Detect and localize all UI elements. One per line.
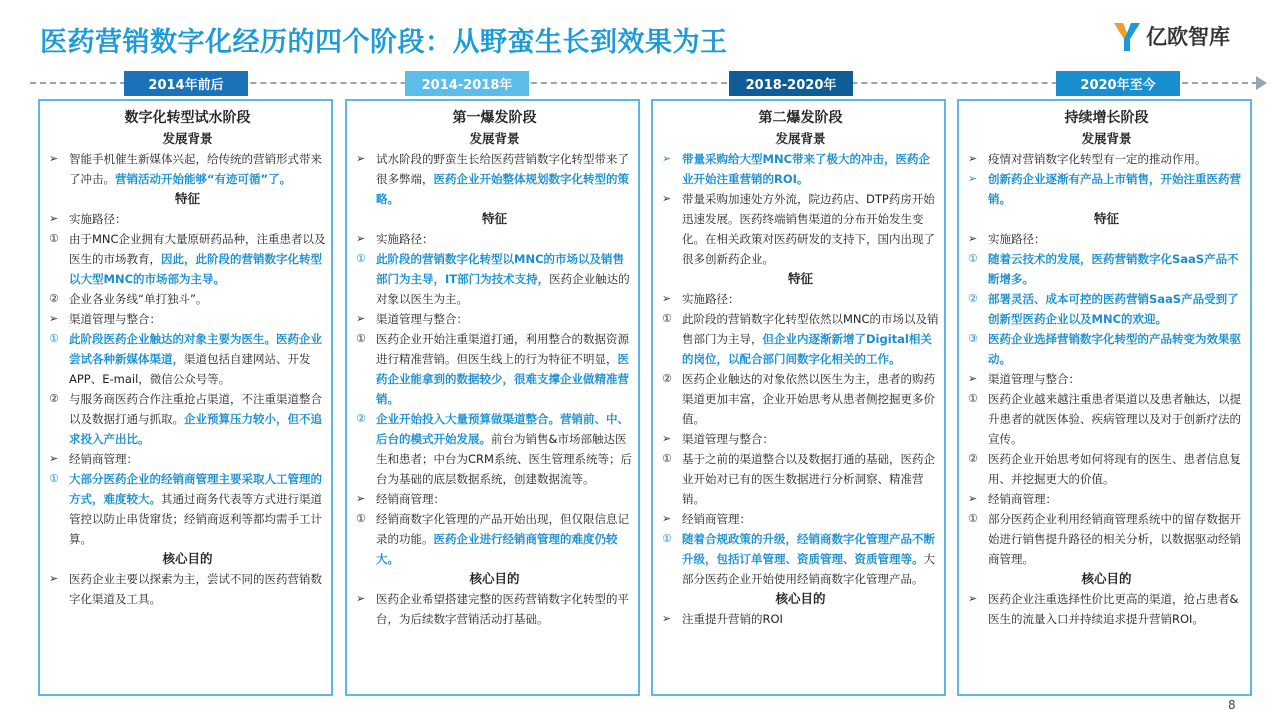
bullet-arrow-icon: ➢	[968, 492, 978, 505]
list-item	[968, 169, 1245, 209]
highlight-text: 医药企业进行经销商管理的难度仍较大。	[376, 532, 618, 566]
list-item	[356, 229, 633, 249]
bullet-arrow-icon: ➢	[49, 212, 59, 225]
item-text	[376, 229, 633, 249]
stage-period-badge: 2014-2018年	[405, 71, 529, 96]
list-item	[662, 289, 939, 309]
highlight-text: 因此，此阶段的营销数字化转型以大型MNC的市场部为主导。	[69, 252, 322, 286]
list-item	[968, 369, 1245, 389]
list-item	[49, 449, 326, 469]
body-text: 实施路径：	[376, 232, 434, 246]
item-text	[988, 249, 1245, 289]
item-number: ①	[968, 252, 978, 265]
highlight-text: 带量采购给大型MNC带来了极大的冲击，医药企业开始注重营销的ROI。	[682, 152, 931, 186]
body-text: 医药企业希望搭建完整的医药营销数字化转型的平台，为后续数字营销活动打基础。	[376, 592, 629, 626]
body-text: 智能手机催生新媒体兴起，给传统的营销形式带来了冲击。	[69, 152, 322, 186]
item-text	[376, 509, 633, 569]
list-item	[968, 249, 1245, 289]
item-text	[988, 449, 1245, 489]
bullet-arrow-icon: ➢	[968, 152, 978, 165]
item-number: ③	[968, 332, 978, 345]
item-text	[376, 249, 633, 309]
item-number: ②	[662, 372, 672, 385]
list-item	[662, 429, 939, 449]
item-text	[988, 369, 1245, 389]
list-item	[49, 209, 326, 229]
page-number: 8	[1228, 698, 1236, 712]
list-item	[662, 509, 939, 529]
list-item	[356, 409, 633, 489]
item-text	[988, 229, 1245, 249]
item-text	[376, 329, 633, 409]
item-number: ①	[662, 312, 672, 325]
list-item	[662, 189, 939, 269]
item-text	[682, 309, 939, 369]
highlight-text: 营销活动开始能够“有迹可循”了。	[115, 172, 292, 186]
highlight-text: 大部分医药企业的经销商管理主要采取人工管理的方式，难度较大。	[69, 472, 322, 506]
item-text	[69, 289, 326, 309]
section-heading: 特征	[174, 191, 200, 206]
stage-title: 数字化转型试水阶段	[124, 110, 251, 126]
bullet-arrow-icon: ➢	[49, 312, 59, 325]
item-text	[69, 209, 326, 229]
list-item	[356, 489, 633, 509]
highlight-text: 企业开始投入大量预算做渠道整合。营销前、中、后台的模式开始发展。	[376, 412, 629, 446]
section-heading: 核心目的	[775, 591, 826, 606]
item-text	[988, 149, 1245, 169]
list-item	[49, 569, 326, 609]
item-text	[376, 489, 633, 509]
section-heading: 核心目的	[1081, 571, 1132, 586]
item-number: ①	[662, 532, 672, 545]
list-item	[662, 309, 939, 369]
list-item	[662, 529, 939, 589]
section-heading: 发展背景	[162, 131, 213, 146]
body-text: 医药企业开始思考如何将现有的医生、患者信息复用、并挖掘更大的价值。	[988, 452, 1241, 486]
item-number: ①	[49, 232, 59, 245]
highlight-text: 此阶段的营销数字化转型以MNC的市场以及销售部门为主导，IT部门为技术支持，	[376, 252, 625, 286]
list-item	[49, 469, 326, 549]
bullet-arrow-icon: ➢	[356, 492, 366, 505]
section-heading: 发展背景	[775, 131, 826, 146]
bullet-arrow-icon: ➢	[662, 152, 672, 165]
bullet-arrow-icon: ➢	[968, 592, 978, 605]
section-heading: 特征	[481, 211, 507, 226]
item-text	[682, 369, 939, 429]
list-item	[968, 589, 1245, 629]
highlight-text: 医药企业能拿到的数据较少，很难支撑企业做精准营销。	[376, 352, 629, 406]
highlight-text: 随着云技术的发展，医药营销数字化SaaS产品不断增多。	[988, 252, 1239, 286]
body-text: 部分医药企业利用经销商管理系统中的留存数据开始进行销售提升路径的相关分析，以数据驱动经销商管理。	[988, 512, 1241, 566]
list-item	[968, 229, 1245, 249]
list-item	[968, 389, 1245, 449]
list-item	[49, 229, 326, 289]
stage-period-badge: 2014年前后	[124, 71, 248, 96]
list-item	[356, 589, 633, 629]
body-text: 此阶段的营销数字化转型依然以MNC的市场以及销售部门为主导，	[682, 312, 939, 346]
list-item	[356, 509, 633, 569]
bullet-arrow-icon: ➢	[356, 592, 366, 605]
body-text: 其通过商务代表等方式进行渠道管控以防止串货窜货；经销商返利等都均需手工计算。	[69, 492, 322, 546]
body-text: 基于之前的渠道整合以及数据打通的基础，医药企业开始对已有的医生数据进行分析洞察、精准营销。	[682, 452, 935, 506]
logo-icon	[1112, 19, 1142, 53]
bullet-arrow-icon: ➢	[662, 432, 672, 445]
list-item	[356, 309, 633, 329]
item-number: ②	[49, 292, 59, 305]
list-item	[49, 389, 326, 449]
item-number: ①	[662, 452, 672, 465]
item-text	[988, 589, 1245, 629]
bullet-arrow-icon: ➢	[49, 452, 59, 465]
highlight-text: 随着合规政策的升级，经销商数字化管理产品不断升级，包括订单管理、资质管理、资质管理等。	[682, 532, 935, 566]
list-item	[356, 149, 633, 209]
body-text: 与服务商医药合作注重抢占渠道，不注重渠道整合以及数据打通与抓取。	[69, 392, 322, 426]
item-text	[682, 509, 939, 529]
item-text	[682, 189, 939, 269]
section-heading: 特征	[787, 271, 813, 286]
body-text: 试水阶段的野蛮生长给医药营销数字化转型带来了很多弊端，	[376, 152, 629, 186]
body-text: 渠道管理与整合：	[682, 432, 774, 446]
stage-panel	[345, 99, 640, 696]
bullet-arrow-icon: ➢	[968, 172, 978, 185]
list-item	[968, 329, 1245, 369]
section-heading: 核心目的	[162, 551, 213, 566]
body-text: 经销商管理：	[376, 492, 445, 506]
list-item	[356, 329, 633, 409]
list-item	[49, 329, 326, 389]
page-title: 医药营销数字化经历的四个阶段：从野蛮生长到效果为王	[40, 27, 728, 58]
bullet-arrow-icon: ➢	[356, 312, 366, 325]
section-heading: 发展背景	[469, 131, 520, 146]
body-text: 经销商管理：	[69, 452, 138, 466]
bullet-arrow-icon: ➢	[662, 512, 672, 525]
body-text: 渠道管理与整合：	[69, 312, 161, 326]
item-number: ②	[356, 412, 366, 425]
item-text	[376, 409, 633, 489]
body-text: 实施路径：	[988, 232, 1046, 246]
highlight-text: 部署灵活、成本可控的医药营销SaaS产品受到了创新型医药企业以及MNC的欢迎。	[988, 292, 1239, 326]
item-number: ②	[968, 292, 978, 305]
item-text	[69, 229, 326, 289]
body-text: 渠道包括自建网站、开发APP、E-mail，微信公众号等。	[69, 352, 311, 386]
list-item	[968, 449, 1245, 489]
item-number: ①	[356, 512, 366, 525]
stage-panel	[957, 99, 1252, 696]
list-item	[968, 289, 1245, 329]
body-text: 经销商管理：	[988, 492, 1057, 506]
item-text	[988, 329, 1245, 369]
body-text: 实施路径：	[682, 292, 740, 306]
list-item	[662, 449, 939, 509]
section-heading: 发展背景	[1081, 131, 1132, 146]
highlight-text: 企业预算压力较小，但不追求投入产出比。	[69, 412, 322, 446]
body-text: 前台为销售&市场部触达医生和患者；中台为CRM系统、医生管理系统等；后台为基础的底层数据系统，创建数据流等。	[376, 432, 632, 486]
body-text: 渠道管理与整合：	[988, 372, 1080, 386]
body-text: 大部分医药企业开始使用经销商数字化管理产品。	[682, 552, 935, 586]
item-text	[988, 389, 1245, 449]
item-text	[682, 149, 939, 189]
item-text	[376, 309, 633, 329]
body-text: 经销商管理：	[682, 512, 751, 526]
bullet-arrow-icon: ➢	[662, 612, 672, 625]
item-number: ②	[968, 452, 978, 465]
highlight-text: 医药企业选择营销数字化转型的产品转变为效果驱动。	[988, 332, 1241, 366]
list-item	[662, 149, 939, 189]
item-text	[69, 469, 326, 549]
section-heading: 核心目的	[469, 571, 520, 586]
bullet-arrow-icon: ➢	[49, 572, 59, 585]
list-item	[968, 149, 1245, 169]
bullet-arrow-icon: ➢	[662, 292, 672, 305]
item-text	[988, 509, 1245, 569]
body-text: 渠道管理与整合：	[376, 312, 468, 326]
body-text: 实施路径：	[69, 212, 127, 226]
bullet-arrow-icon: ➢	[968, 232, 978, 245]
item-number: ①	[968, 392, 978, 405]
highlight-text: 医药企业开始整体规划数字化转型的策略。	[376, 172, 629, 206]
body-text: 医药企业越来越注重患者渠道以及患者触达，以提升患者的就医体验、疾病管理以及对于创新疗法的宣传。	[988, 392, 1241, 446]
item-text	[682, 289, 939, 309]
body-text: 医药企业开始注重渠道打通，利用整合的数据资源进行精准营销。但医生线上的行为特征不明显，	[376, 332, 629, 366]
highlight-text: 此阶段医药企业触达的对象主要为医生。医药企业尝试各种新媒体渠道，	[69, 332, 322, 366]
list-item	[49, 309, 326, 329]
item-text	[988, 489, 1245, 509]
section-heading: 特征	[1093, 211, 1119, 226]
item-text	[376, 589, 633, 629]
item-number: ①	[968, 512, 978, 525]
item-text	[682, 529, 939, 589]
item-number: ①	[49, 332, 59, 345]
brand-logo	[1112, 18, 1257, 54]
bullet-arrow-icon: ➢	[662, 192, 672, 205]
list-item	[968, 509, 1245, 569]
stage-title: 第二爆发阶段	[758, 110, 843, 126]
timeline-arrow-icon	[1256, 76, 1267, 90]
item-text	[682, 609, 939, 629]
item-number: ②	[49, 392, 59, 405]
item-text	[682, 429, 939, 449]
item-text	[69, 389, 326, 449]
stage-period-badge: 2020年至今	[1056, 71, 1180, 96]
bullet-arrow-icon: ➢	[356, 152, 366, 165]
bullet-arrow-icon: ➢	[49, 152, 59, 165]
stage-panel	[38, 99, 333, 696]
item-text	[988, 169, 1245, 209]
item-number: ①	[356, 252, 366, 265]
body-text: 带量采购加速处方外流，院边药店、DTP药房开始迅速发展。医药终端销售渠道的分布开始发生变化。在相关政策对医药研发的支持下，国内出现了很多创新药企业。	[682, 192, 935, 266]
stage-title: 持续增长阶段	[1064, 110, 1149, 126]
highlight-text: 但企业内逐渐新增了Digital相关的岗位，以配合部门间数字化相关的工作。	[682, 332, 932, 366]
body-text: 医药企业触达的对象依然以医生为主，患者的购药渠道更加丰富，企业开始思考从患者侧挖掘更多价值。	[682, 372, 935, 426]
list-item	[968, 489, 1245, 509]
item-number: ①	[49, 472, 59, 485]
body-text: 医药企业注重选择性价比更高的渠道，抢占患者&医生的流量入口并持续追求提升营销ROI。	[988, 592, 1239, 626]
logo-text: 亿欧智库	[1146, 25, 1230, 49]
list-item	[662, 609, 939, 629]
item-number: ①	[356, 332, 366, 345]
item-text	[69, 569, 326, 609]
bullet-arrow-icon: ➢	[968, 372, 978, 385]
body-text: 疫情对营销数字化转型有一定的推动作用。	[988, 152, 1207, 166]
item-text	[69, 329, 326, 389]
list-item	[49, 149, 326, 189]
item-text	[682, 449, 939, 509]
body-text: 由于MNC企业拥有大量原研药品种，注重患者以及医生的市场教育，	[69, 232, 326, 266]
stage-period-badge: 2018-2020年	[729, 71, 853, 96]
highlight-text: 创新药企业逐渐有产品上市销售，开始注重医药营销。	[988, 172, 1241, 206]
body-text: 经销商数字化管理的产品开始出现，但仅限信息记录的功能。	[376, 512, 629, 546]
list-item	[356, 249, 633, 309]
item-text	[69, 309, 326, 329]
list-item	[662, 369, 939, 429]
bullet-arrow-icon: ➢	[356, 232, 366, 245]
list-item	[49, 289, 326, 309]
body-text: 注重提升营销的ROI	[682, 612, 783, 626]
item-text	[69, 449, 326, 469]
body-text: 医药企业主要以探索为主，尝试不同的医药营销数字化渠道及工具。	[69, 572, 322, 606]
item-text	[988, 289, 1245, 329]
body-text: 医药企业触达的对象以医生为主。	[376, 272, 630, 306]
body-text: 企业各业务线“单打独斗”。	[69, 292, 208, 306]
stage-panel	[651, 99, 946, 696]
item-text	[376, 149, 633, 209]
stage-title: 第一爆发阶段	[452, 110, 537, 126]
item-text	[69, 149, 326, 189]
